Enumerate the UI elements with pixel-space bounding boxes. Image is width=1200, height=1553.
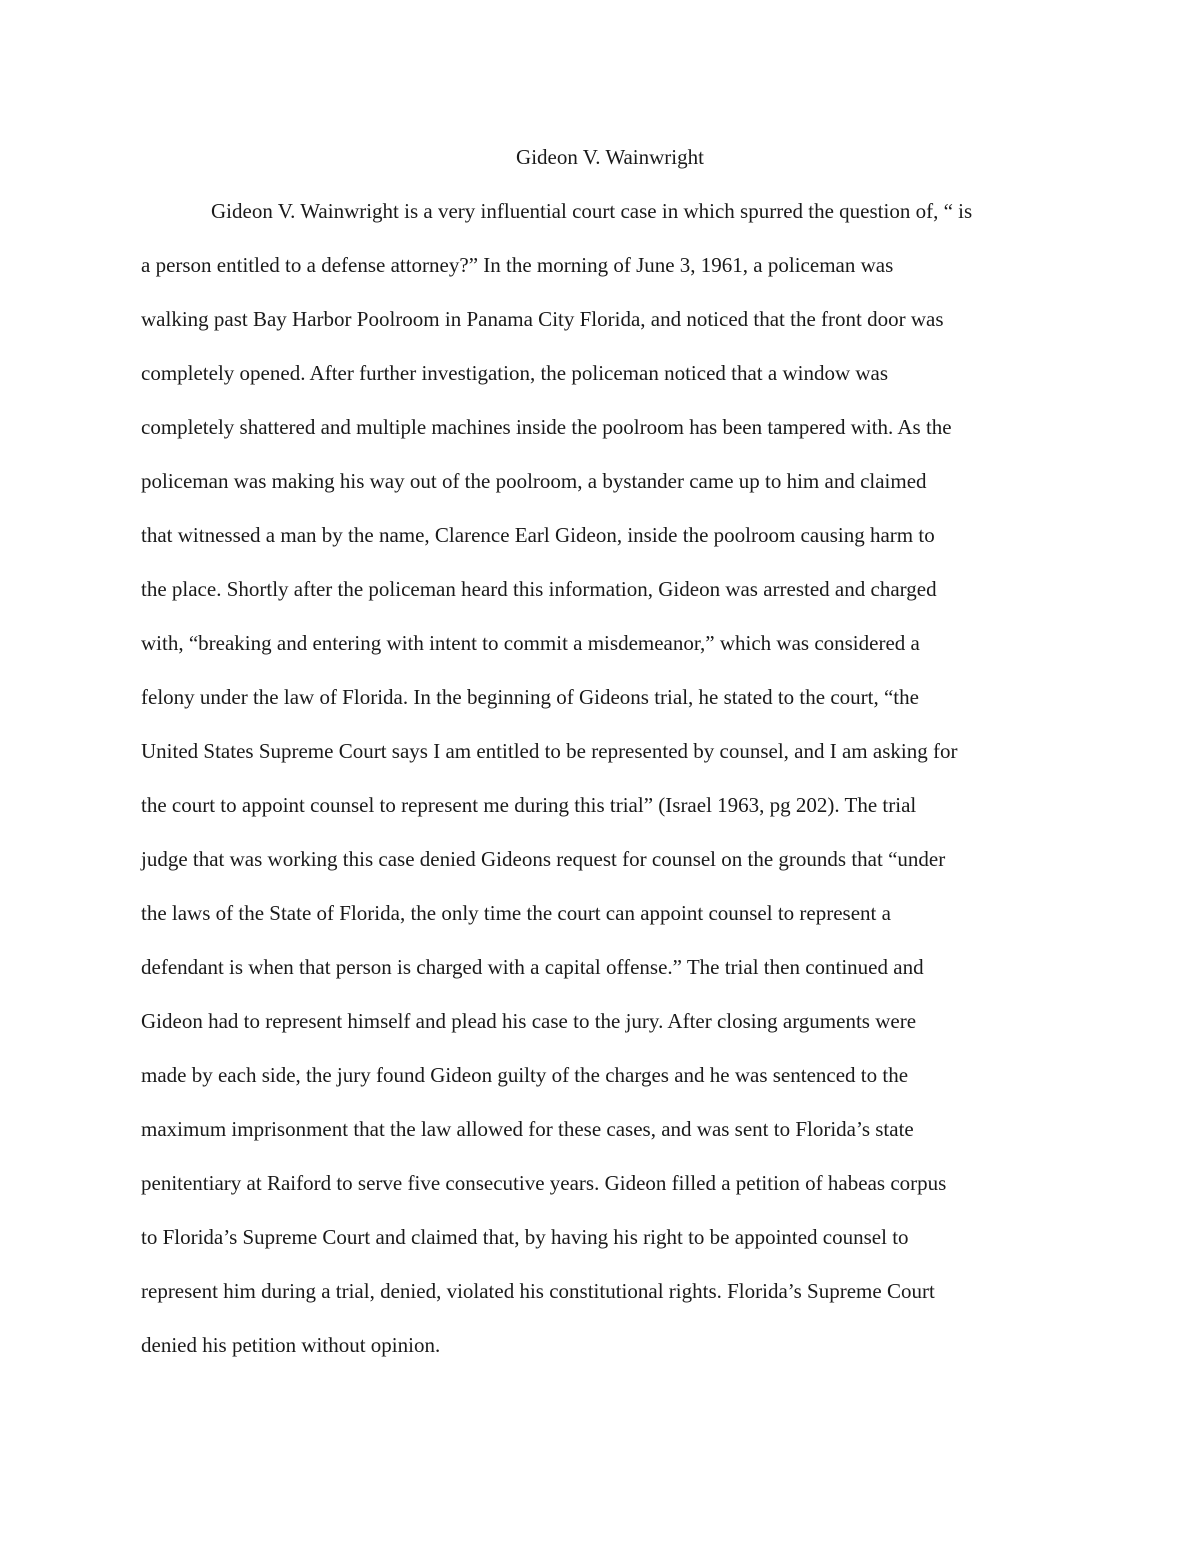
body-line: a person entitled to a defense attorney?” In the morning of June 3, 1961, a policeman was bbox=[141, 253, 894, 277]
body-line: Gideon had to represent himself and plead his case to the jury. After closing arguments were bbox=[141, 1009, 917, 1033]
body-line: completely opened. After further investigation, the policeman noticed that a window was bbox=[141, 361, 889, 385]
body-line: with, “breaking and entering with intent to commit a misdemeanor,” which was considered a bbox=[141, 631, 920, 655]
body-line: made by each side, the jury found Gideon guilty of the charges and he was sentenced to the bbox=[141, 1063, 909, 1087]
body-line: United States Supreme Court says I am entitled to be represented by counsel, and I am asking for bbox=[141, 739, 958, 763]
body-line: penitentiary at Raiford to serve five consecutive years. Gideon filled a petition of habeas corpus bbox=[141, 1171, 947, 1195]
body-line: felony under the law of Florida. In the beginning of Gideons trial, he stated to the court, “the bbox=[141, 685, 919, 709]
body-line: maximum imprisonment that the law allowed for these cases, and was sent to Florida’s state bbox=[141, 1117, 914, 1141]
body-line: completely shattered and multiple machines inside the poolroom has been tampered with. As the bbox=[141, 415, 952, 439]
body-line: that witnessed a man by the name, Clarence Earl Gideon, inside the poolroom causing harm to bbox=[141, 523, 935, 547]
body-line: policeman was making his way out of the poolroom, a bystander came up to him and claimed bbox=[141, 469, 927, 493]
body-line: the laws of the State of Florida, the only time the court can appoint counsel to represent a bbox=[141, 901, 891, 925]
document-title: Gideon V. Wainwright bbox=[516, 145, 704, 169]
body-line: Gideon V. Wainwright is a very influential court case in which spurred the question of, “ is bbox=[211, 199, 973, 223]
body-line: judge that was working this case denied Gideons request for counsel on the grounds that “under bbox=[141, 847, 946, 871]
body-line: the court to appoint counsel to represent me during this trial” (Israel 1963, pg 202). The trial bbox=[141, 793, 917, 817]
body-line: the place. Shortly after the policeman heard this information, Gideon was arrested and charged bbox=[141, 577, 937, 601]
body-line: represent him during a trial, denied, violated his constitutional rights. Florida’s Supreme Court bbox=[141, 1279, 935, 1303]
body-line: walking past Bay Harbor Poolroom in Panama City Florida, and noticed that the front door was bbox=[141, 307, 944, 331]
body-line: defendant is when that person is charged with a capital offense.” The trial then continued and bbox=[141, 955, 924, 979]
body-line: denied his petition without opinion. bbox=[141, 1333, 441, 1357]
body-line: to Florida’s Supreme Court and claimed that, by having his right to be appointed counsel to bbox=[141, 1225, 909, 1249]
